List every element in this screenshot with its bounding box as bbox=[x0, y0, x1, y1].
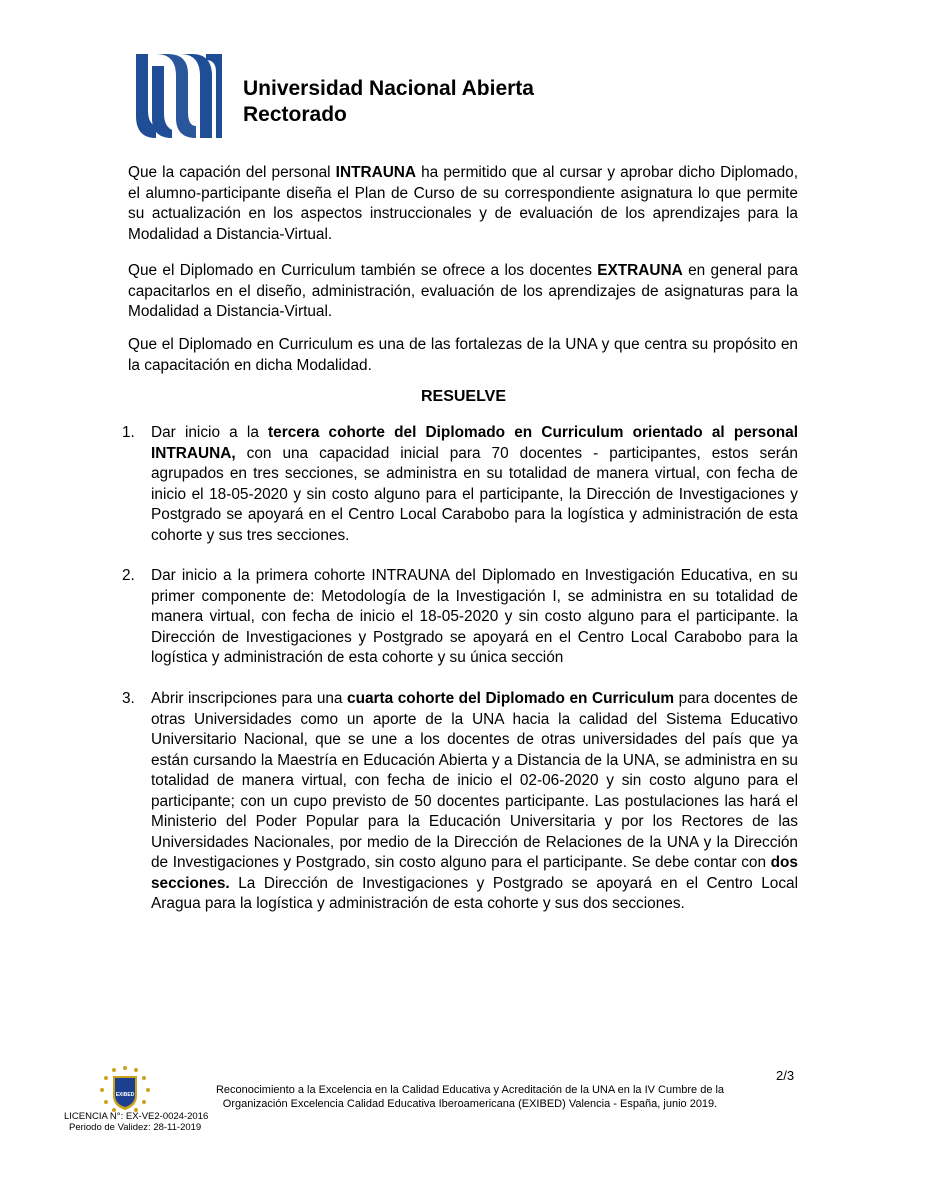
item1-text-a: Dar inicio a la bbox=[151, 424, 269, 441]
item-text bbox=[151, 423, 798, 546]
item3-text-b: para docentes de otras Universidades como un aporte de la UNA hacia la calidad del Sistema Educativo Universitario Nacional, que se une a los docentes de otras universidades del país que ya están cursando la Maestría en Educación Abierta y a Distancia de la UNA, se administra en su totalidad de manera virtual, con fecha de inicio el 02-06-2020 y sin costo alguno para el participante; con un cupo previsto de 50 docentes participante. Las postulaciones las hará el Ministerio del Poder Popular para la Educación Universitaria y por los Rectores de las Universidades Nacionales, por medio de la Dirección de Relaciones de la UNA y la Dirección de Investigaciones y Postgrado, sin costo alguno para el participante. Se debe contar con bbox=[151, 690, 798, 871]
resolution-item-1 bbox=[122, 423, 798, 546]
item-number: 3. bbox=[122, 690, 135, 707]
p2-text-a: Que el Diplomado en Curriculum también se ofrece a los docentes bbox=[128, 262, 598, 279]
item-text bbox=[151, 689, 798, 915]
item-number: 2. bbox=[122, 567, 135, 584]
item3-bold-a: cuarta cohorte del Diplomado en Curriculum bbox=[347, 690, 675, 707]
item3-text-a: Abrir inscripciones para una bbox=[151, 690, 348, 707]
license-validity: Periodo de Validez: 28-11-2019 bbox=[69, 1122, 202, 1133]
p1-text-b: ha permitido que al cursar y aprobar dicho Diplomado, el alumno-participante diseña el Plan de Curso de su correspondiente asignatura lo que permite su actualización en los aspectos instruccionales y de evaluación de los aprendizajes para la Modalidad a Distancia-Virtual. bbox=[128, 164, 798, 243]
footer-recognition bbox=[150, 1083, 790, 1111]
item1-text-b: con una capacidad inicial para 70 docentes - participantes, estos serán agrupados en tres secciones, se administra en su totalidad de manera virtual, con fecha de inicio el 18-05-2020 y sin costo alguno para el participante, la Dirección de Investigaciones y Postgrado se apoyará en el Centro Local Carabobo para la logística y administración de esta cohorte y sus tres secciones. bbox=[151, 444, 798, 544]
item3-bold-b: dos secciones. bbox=[151, 854, 798, 892]
item3-text-c: La Dirección de Investigaciones y Postgrado se apoyará en el Centro Local Aragua para la logística y administración de esta cohorte y sus dos secciones. bbox=[151, 874, 798, 912]
paragraph-1 bbox=[128, 163, 798, 245]
exibed-seal-icon bbox=[96, 1066, 154, 1114]
footer-line-2: Organización Excelencia Calidad Educativa Iberoamericana (EXIBED) Valencia - España, junio 2019. bbox=[222, 1098, 718, 1110]
p1-text-a: Que la capación del personal bbox=[128, 164, 336, 181]
item1-bold: tercera cohorte del Diplomado en Curriculum orientado al personal INTRAUNA, bbox=[151, 424, 798, 462]
item-number: 1. bbox=[122, 424, 135, 441]
una-logo bbox=[136, 54, 222, 138]
p2-text-b: en general para capacitarlos en el diseño, administración, evaluación de los aprendizajes de asignaturas para la Modalidad a Distancia-Virtual. bbox=[128, 262, 798, 320]
resolution-item-3 bbox=[122, 689, 798, 915]
institution-line-2: Rectorado bbox=[243, 103, 347, 126]
page-number: 2/3 bbox=[776, 1068, 795, 1083]
institution-name bbox=[243, 76, 534, 128]
seal-text: EXIBED bbox=[115, 1092, 135, 1098]
resolution-item-2 bbox=[122, 566, 798, 669]
footer-line-1: Reconocimiento a la Excelencia en la Calidad Educativa y Acreditación de la UNA en la IV Cumbre de la bbox=[215, 1084, 725, 1096]
p2-bold: EXTRAUNA bbox=[597, 262, 683, 279]
institution-line-1: Universidad Nacional Abierta bbox=[243, 77, 534, 100]
license-info bbox=[64, 1111, 208, 1133]
paragraph-3: Que el Diplomado en Curriculum es una de las fortalezas de la UNA y que centra su propósito en la capacitación en dicha Modalidad. bbox=[128, 336, 798, 374]
p1-bold: INTRAUNA bbox=[335, 164, 417, 181]
paragraph-2 bbox=[128, 261, 798, 323]
item-text: Dar inicio a la primera cohorte INTRAUNA del Diplomado en Investigación Educativa, en su primer componente de: Metodología de la Investigación I, se administra en su totalidad de manera virtual, con fecha de inicio el 18-05-2020 y sin costo alguno para el participante. la Dirección de Investigaciones y Postgrado se apoyará en el Centro Local Carabobo para la logística y administración de esta cohorte y su única sección bbox=[151, 567, 798, 666]
resuelve-heading: RESUELVE bbox=[420, 388, 507, 405]
license-number: LICENCIA N°: EX-VE2-0024-2016 bbox=[64, 1111, 209, 1122]
